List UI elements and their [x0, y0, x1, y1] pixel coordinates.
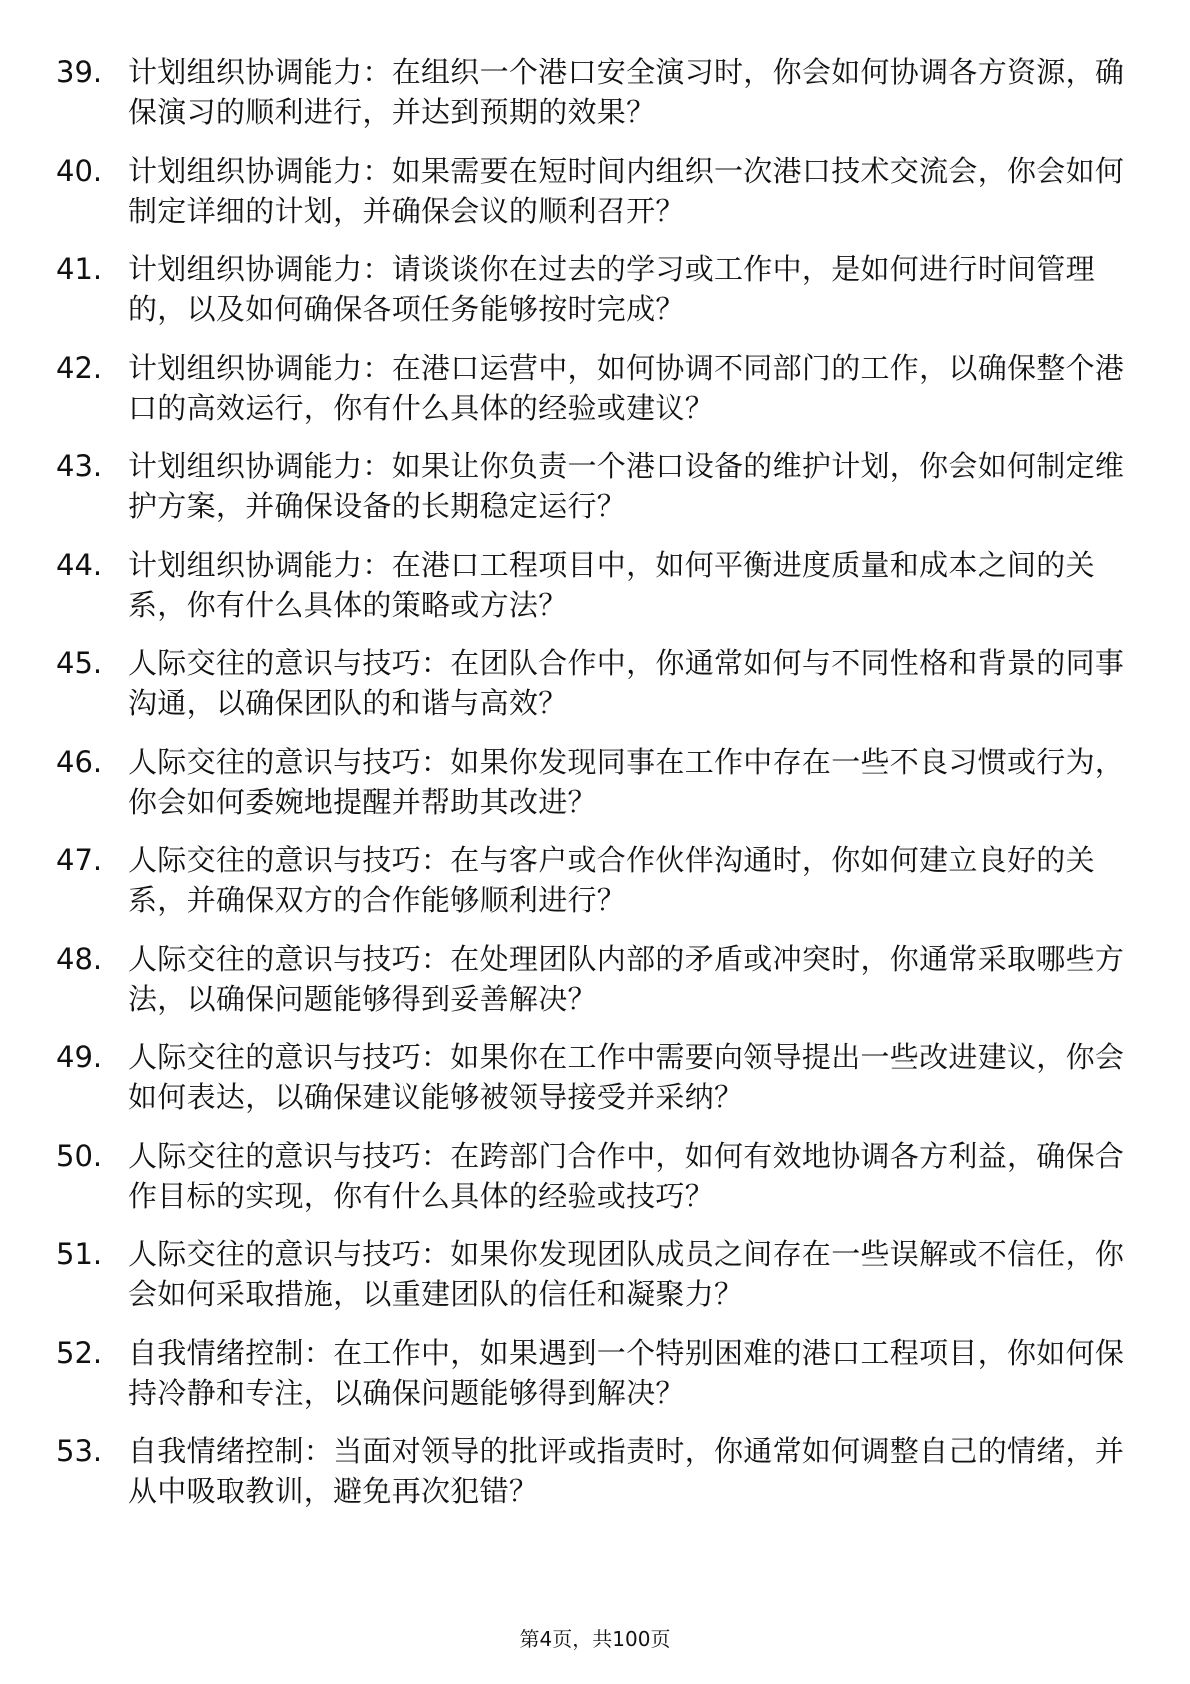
question-text: 人际交往的意识与技巧：如果你在工作中需要向领导提出一些改进建议，你会如何表达，以确保建议能够被领导接受并采纳？ — [128, 1040, 1125, 1114]
question-list — [0, 52, 1190, 1530]
question-item — [0, 939, 1190, 1038]
question-text: 计划组织协调能力：在港口工程项目中，如何平衡进度质量和成本之间的关系，你有什么具体的策略或方法？ — [128, 547, 1095, 622]
question-text: 自我情绪控制：当面对领导的批评或指责时，你通常如何调整自己的情绪，并从中吸取教训，避免再次犯错？ — [128, 1434, 1125, 1508]
question-text: 人际交往的意识与技巧：如果你发现同事在工作中存在一些不良习惯或行为，你会如何委婉地提醒并帮助其改进？ — [128, 744, 1125, 819]
question-number: 42. — [56, 350, 103, 385]
question-number: 48. — [56, 941, 103, 976]
question-text: 计划组织协调能力：请谈谈你在过去的学习或工作中，是如何进行时间管理的，以及如何确保各项任务能够按时完成？ — [128, 252, 1095, 326]
question-item — [0, 1136, 1190, 1235]
question-number: 49. — [56, 1040, 103, 1074]
question-item — [0, 151, 1190, 250]
question-text: 自我情绪控制：在工作中，如果遇到一个特别困难的港口工程项目，你如何保持冷静和专注，以确保问题能够得到解决？ — [128, 1335, 1125, 1410]
question-number: 50. — [56, 1138, 103, 1173]
question-number: 40. — [56, 153, 103, 188]
question-number: 43. — [56, 449, 103, 483]
question-number: 51. — [56, 1237, 103, 1271]
question-text: 人际交往的意识与技巧：在团队合作中，你通常如何与不同性格和背景的同事沟通，以确保团队的和谐与高效？ — [128, 646, 1125, 720]
question-number: 47. — [56, 843, 103, 877]
question-item — [0, 1431, 1190, 1530]
question-item — [0, 643, 1190, 742]
question-text: 人际交往的意识与技巧：在与客户或合作伙伴沟通时，你如何建立良好的关系，并确保双方的合作能够顺利进行？ — [128, 843, 1095, 917]
question-number: 53. — [56, 1434, 103, 1468]
question-text: 人际交往的意识与技巧：在处理团队内部的矛盾或冲突时，你通常采取哪些方法，以确保问题能够得到妥善解决？ — [128, 941, 1125, 1016]
question-text: 计划组织协调能力：如果需要在短时间内组织一次港口技术交流会，你会如何制定详细的计划，并确保会议的顺利召开？ — [128, 153, 1125, 228]
question-number: 46. — [56, 744, 103, 779]
question-number: 39. — [56, 55, 103, 89]
question-item — [0, 1037, 1190, 1136]
question-item — [0, 1234, 1190, 1333]
question-text: 人际交往的意识与技巧：在跨部门合作中，如何有效地协调各方利益，确保合作目标的实现，你有什么具体的经验或技巧？ — [128, 1138, 1125, 1213]
question-number: 41. — [56, 252, 103, 286]
page-footer: 第4页，共100页 — [519, 1627, 671, 1651]
question-number: 52. — [56, 1335, 103, 1370]
question-item — [0, 840, 1190, 939]
question-item — [0, 1333, 1190, 1432]
question-text: 计划组织协调能力：在组织一个港口安全演习时，你会如何协调各方资源，确保演习的顺利进行，并达到预期的效果？ — [128, 55, 1125, 129]
question-number: 44. — [56, 547, 103, 582]
question-text: 计划组织协调能力：如果让你负责一个港口设备的维护计划，你会如何制定维护方案，并确保设备的长期稳定运行？ — [128, 449, 1125, 523]
question-item — [0, 446, 1190, 545]
question-number: 45. — [56, 646, 103, 680]
question-item — [0, 52, 1190, 151]
question-text: 计划组织协调能力：在港口运营中，如何协调不同部门的工作，以确保整个港口的高效运行，你有什么具体的经验或建议？ — [128, 350, 1125, 425]
question-text: 人际交往的意识与技巧：如果你发现团队成员之间存在一些误解或不信任，你会如何采取措施，以重建团队的信任和凝聚力？ — [128, 1237, 1125, 1311]
question-item — [0, 249, 1190, 348]
question-item — [0, 742, 1190, 841]
question-item — [0, 545, 1190, 644]
question-item — [0, 348, 1190, 447]
